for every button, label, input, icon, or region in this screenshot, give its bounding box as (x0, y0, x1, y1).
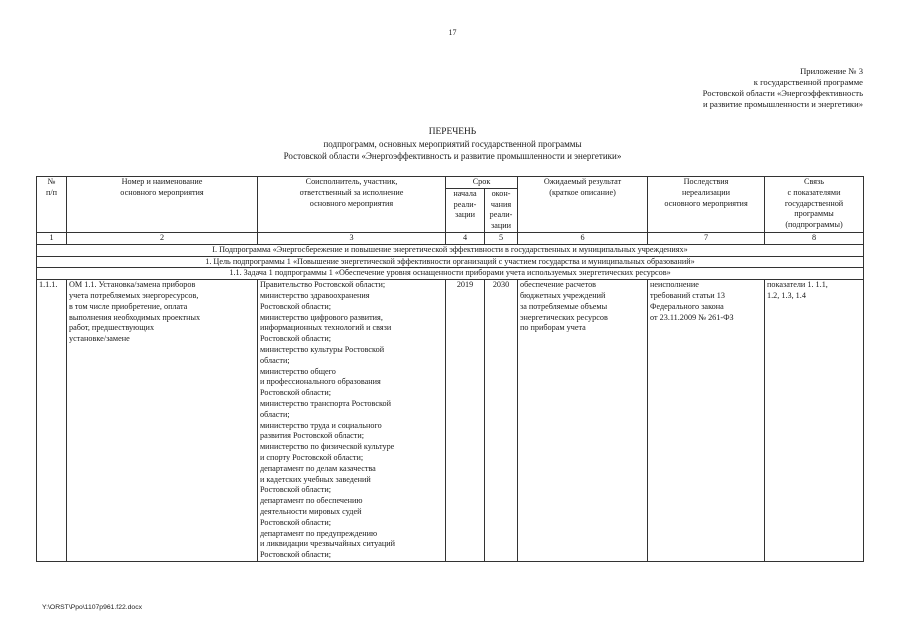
text-line: развития Ростовской области; (260, 431, 365, 441)
text-line: и развитие промышленности и энергетики» (702, 99, 863, 109)
text-line: Номер и наименование (121, 177, 203, 186)
text-line: Связь (804, 177, 824, 186)
text-line: показатели 1. 1.1, (767, 280, 828, 290)
text-line: департамент по обеспечению (260, 496, 363, 506)
document-title (0, 126, 905, 162)
text-line: Ростовской области; (260, 550, 332, 560)
title-line-1: подпрограмм, основных мероприятий государственной программы (323, 139, 582, 149)
indicators-link (765, 280, 864, 562)
text-line: выполнения необходимых проектных (69, 312, 201, 322)
text-line: учета потребляемых энергоресурсов, (69, 290, 199, 300)
text-line: программы (794, 209, 834, 219)
page-number: 17 (448, 28, 457, 37)
column-number: 6 (518, 232, 648, 244)
text-line: с показателями (787, 187, 841, 197)
text-line: области; (260, 409, 290, 419)
title-line-2: Ростовской области «Энергоэффективность и развитие промышленности и энергетики» (283, 151, 622, 161)
text-line: неисполнение (650, 280, 699, 290)
header-end (485, 188, 518, 232)
text-line: и спорту Ростовской области; (260, 452, 364, 462)
text-line: Ростовской области; (260, 517, 332, 527)
text-line: Последствия (683, 177, 729, 186)
header-consequences (648, 177, 765, 233)
text-line: Ростовской области; (260, 485, 332, 495)
text-line: работ, предшествующих (69, 323, 155, 333)
text-line: министерство цифрового развития, (260, 312, 383, 322)
column-number: 5 (485, 232, 518, 244)
row-number: 1.1.1. (37, 280, 67, 562)
subprogram-title: I. Подпрограмма «Энергосбережение и повышение энергетической эффективности в государственных и муниципальных учреждениях» (37, 244, 864, 256)
text-line: департамент по делам казачества (260, 463, 376, 473)
text-line: и профессионального образования (260, 377, 381, 387)
column-number: 4 (446, 232, 485, 244)
subprogram-row (37, 244, 864, 256)
header-measure (67, 177, 258, 233)
header-executor (258, 177, 446, 233)
text-line: чания (490, 199, 512, 209)
header-indicators (765, 177, 864, 233)
text-line: и кадетских учебных заведений (260, 474, 371, 484)
header-num (37, 177, 67, 233)
appendix-note (703, 66, 863, 110)
header-result (518, 177, 648, 233)
text-line: Ростовской области; (260, 388, 332, 398)
text-line: Ростовской области; (260, 301, 332, 311)
text-line: реали- (453, 199, 477, 209)
text-line: министерство транспорта Ростовской (260, 398, 392, 408)
text-line: (краткое описание) (549, 187, 616, 197)
text-line: министерство общего (260, 366, 336, 376)
text-line: основного мероприятия (309, 198, 394, 208)
text-line: Правительство Ростовской области; (260, 280, 386, 290)
end-year: 2030 (485, 280, 518, 562)
text-line: деятельности мировых судей (260, 506, 362, 516)
goal-row (37, 256, 864, 268)
task-title: 1.1. Задача 1 подпрограммы 1 «Обеспечение уровня оснащенности приборами учета используемых энергетических ресурсов» (37, 268, 864, 280)
measures-table (36, 176, 864, 562)
task-row (37, 268, 864, 280)
text-line: Ожидаемый результат (543, 177, 622, 186)
column-number: 1 (37, 232, 67, 244)
text-line: государственной (784, 198, 844, 208)
measure-name (67, 280, 258, 562)
text-line: Приложение № 3 (800, 66, 863, 76)
text-line: энергетических ресурсов (520, 312, 608, 322)
file-path-footer: Y:\ORST\Ppo\1107p961.f22.docx (42, 604, 143, 611)
column-number: 8 (765, 232, 864, 244)
text-line: нереализации (682, 187, 731, 197)
text-line: основного мероприятия (120, 187, 204, 197)
text-line: министерство труда и социального (260, 420, 382, 430)
text-line: основного мероприятия (664, 198, 748, 208)
text-line: по приборам учета (520, 323, 586, 333)
goal-title: 1. Цель подпрограммы 1 «Повышение энергетической эффективности организаций с участием государства и муниципальных образований» (37, 256, 864, 268)
text-line: в том числе приобретение, оплата (69, 301, 188, 311)
text-line: начала (453, 188, 477, 198)
header-start (446, 188, 485, 232)
text-line: обеспечение расчетов (520, 280, 597, 290)
text-line: от 23.11.2009 № 261-ФЗ (650, 312, 734, 322)
text-line: зации (491, 221, 512, 231)
header-row-1 (37, 177, 864, 189)
column-number: 3 (258, 232, 446, 244)
text-line: установке/замене (69, 334, 130, 344)
text-line: к государственной программе (753, 77, 863, 87)
executors-list (258, 280, 446, 562)
text-line: ОМ 1.1. Установка/замена приборов (69, 280, 196, 290)
text-line: Федерального закона (650, 301, 724, 311)
start-year: 2019 (446, 280, 485, 562)
column-number-row (37, 232, 864, 244)
text-line: ответственный за исполнение (299, 187, 404, 197)
text-line: зации (454, 210, 475, 220)
text-line: министерство культуры Ростовской (260, 344, 385, 354)
text-line: № (47, 177, 56, 186)
text-line: департамент по предупреждению (260, 528, 378, 538)
column-number: 2 (67, 232, 258, 244)
text-line: (подпрограммы) (785, 220, 843, 230)
title-heading: ПЕРЕЧЕНЬ (428, 127, 477, 137)
text-line: и ликвидации чрезвычайных ситуаций (260, 539, 396, 549)
text-line: 1.2, 1.3, 1.4 (767, 290, 806, 300)
text-line: за потребляемые объемы (520, 301, 608, 311)
column-number: 7 (648, 232, 765, 244)
text-line: Ростовской области; (260, 334, 332, 344)
table-row (37, 280, 864, 562)
header-term: Срок (446, 177, 518, 189)
text-line: Ростовской области «Энергоэффективность (702, 88, 863, 98)
expected-result (518, 280, 648, 562)
text-line: бюджетных учреждений (520, 290, 606, 300)
text-line: Соисполнитель, участник, (305, 177, 398, 186)
text-line: п/п (45, 187, 58, 197)
text-line: области; (260, 355, 290, 365)
text-line: реали- (489, 210, 513, 220)
text-line: информационных технологий и связи (260, 323, 392, 333)
text-line: министерство по физической культуре (260, 442, 395, 452)
text-line: требований статьи 13 (650, 290, 725, 300)
text-line: окон- (491, 188, 511, 198)
text-line: министерство здравоохранения (260, 290, 370, 300)
consequences (648, 280, 765, 562)
